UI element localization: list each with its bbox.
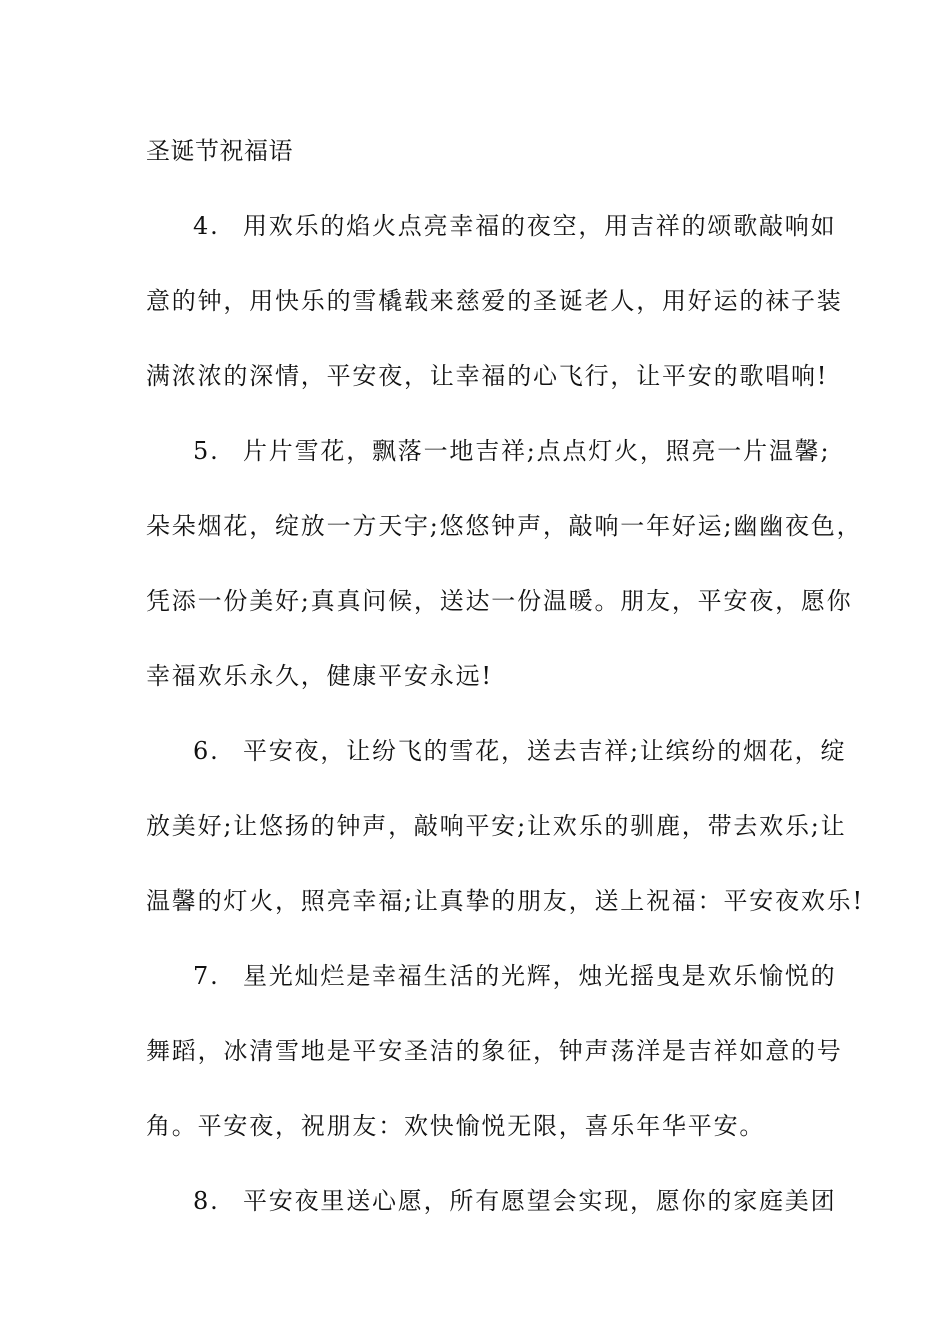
paragraph-text: 用欢乐的焰火点亮幸福的夜空，用吉祥的颂歌敲响如 xyxy=(243,212,837,240)
paragraph-number: 8. xyxy=(193,1187,220,1215)
paragraph-6-line-2: 放美好;让悠扬的钟声，敲响平安;让欢乐的驯鹿，带去欢乐;让 xyxy=(146,812,847,840)
paragraph-5-line-1 xyxy=(193,433,830,469)
paragraph-number: 7. xyxy=(193,962,220,990)
paragraph-6-line-3: 温馨的灯火，照亮幸福;让真挚的朋友，送上祝福：平安夜欢乐! xyxy=(146,887,864,915)
paragraph-text: 片片雪花，飘落一地吉祥;点点灯火，照亮一片温馨; xyxy=(243,437,831,465)
paragraph-text: 星光灿烂是幸福生活的光辉，烛光摇曳是欢乐愉悦的 xyxy=(243,962,837,990)
paragraph-number: 6. xyxy=(193,737,220,765)
paragraph-8-line-1 xyxy=(193,1183,836,1219)
paragraph-4-line-1 xyxy=(193,208,836,244)
paragraph-text: 平安夜里送心愿，所有愿望会实现，愿你的家庭美团 xyxy=(243,1187,837,1215)
paragraph-4-line-3: 满浓浓的深情，平安夜，让幸福的心飞行，让平安的歌唱响! xyxy=(146,362,829,390)
paragraph-6-line-1 xyxy=(193,733,846,769)
document-title: 圣诞节祝福语 xyxy=(146,137,293,165)
paragraph-4-line-2: 意的钟，用快乐的雪橇载来慈爱的圣诞老人，用好运的袜子装 xyxy=(146,287,843,315)
paragraph-7-line-1 xyxy=(193,958,836,994)
paragraph-number: 5. xyxy=(193,437,220,465)
paragraph-7-line-3: 角。平安夜，祝朋友：欢快愉悦无限，喜乐年华平安。 xyxy=(146,1112,766,1140)
paragraph-5-line-4: 幸福欢乐永久，健康平安永远! xyxy=(146,662,493,690)
paragraph-5-line-3: 凭添一份美好;真真问候，送达一份温暖。朋友，平安夜，愿你 xyxy=(146,587,853,615)
paragraph-5-line-2: 朵朵烟花，绽放一方天宇;悠悠钟声，敲响一年好运;幽幽夜色， xyxy=(146,512,863,540)
paragraph-number: 4. xyxy=(193,212,220,240)
paragraph-7-line-2: 舞蹈，冰清雪地是平安圣洁的象征，钟声荡洋是吉祥如意的号 xyxy=(146,1037,843,1065)
paragraph-text: 平安夜，让纷飞的雪花，送去吉祥;让缤纷的烟花，绽 xyxy=(243,737,847,765)
